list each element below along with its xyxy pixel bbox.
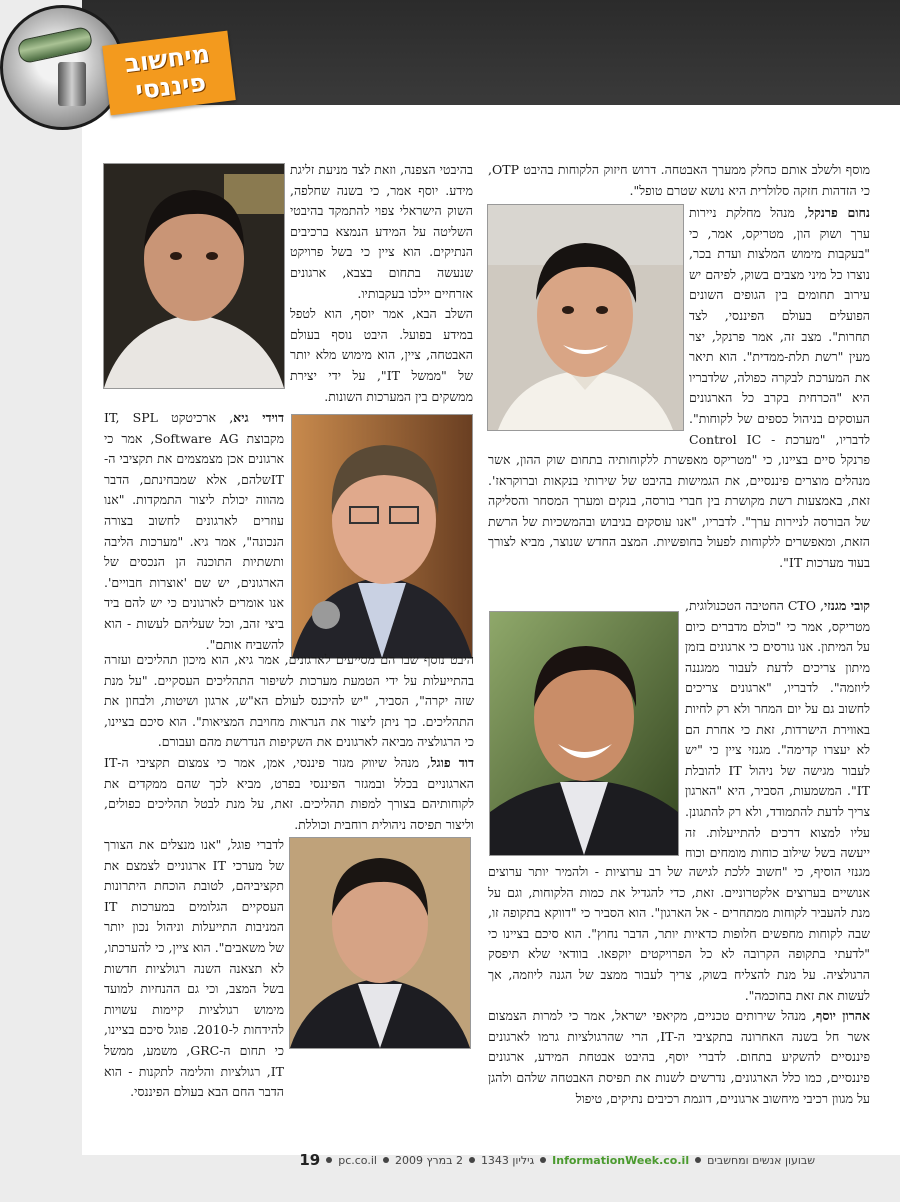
site-link[interactable]: pc.co.il [338,1153,377,1167]
photo-aharon-yosef [104,164,284,388]
paragraph: היבט נוסף שבו הם מסייעים לארגונים, אמר גיא, הוא מיכון תהליכים ועזרה בהתייעלות על ידי הטמעת מערכות לשיפור התהליכים העסקיים. "על מנת שזה יקרה", הסביר, "יש להיכנס לעולם הא"ש, ארגון ושיטות, ולבחון את התהליכים. כך ניתן ליצור את הנראות מחויבת המציאות". הוא סיכם בציינו, כי הרגולציה מביאה לארגונים את השקיפות הנדרשת מהם ועבורם. [104,652,474,750]
section-title-line1: מיחשוב [123,39,212,79]
publication-name: שבועון אנשים ומחשבים [707,1153,815,1167]
bullet-icon [326,1157,332,1163]
article-column-right-wrap [689,203,870,451]
bullet-icon [383,1157,389,1163]
bullet-icon [469,1157,475,1163]
paragraph: מגנזי הוסיף, כי "חשוב ללכת לגישה של רב ערוציות - ולהמיר יותר ערוצים אנושיים בערוצים אלקטרוניים. זאת, כדי להגדיל את כמות הלקוחות, וגם על מנת להעביר לקוחות ממתחרים - אל הארגון". הוא הסביר כי "דווקא בתקופה זו, שבה לקוחות מחפשים חלופות כדאיות יותר, הדבר נחוץ". הוא סיכם בציינו כי "לדעתי בתקופה הקרובה לא כל הפרויקטים יוקפאו. בוודאי שלא תיפסק הרגולציה. על מנת להצליח בשוק, צריך לעבור ממצב של הגנה ליוזמה, אך לעשות את זאת בחוכמה". [488,864,870,1003]
bullet-icon [540,1157,546,1163]
issue-number: גיליון 1343 [480,1153,535,1167]
section-title-line2: פיננסי [133,67,208,106]
page-footer [55,1150,815,1170]
paragraph: לדברי פוגל, "אנו מנצלים את הצורך של מערכי IT ארגוניים לצמצם את תקציביהם, לטובת הוכחת היתרונות העסקיים הגלומים במערכות IT המניבות התייעלות וניהול נכון יותר של משאבים". הוא ציין, כי להערכתו, לא תצאנה השנה רגולציות חדשות בשל המצב, וכי גם ההנחיות למועד מימוש רגולציות קיימות עשויות להידחות ל-2010. פוגל סיכם בציינו, כי תחום ה-GRC, משמע, ממשל IT, רגולציות והלימה לתקנות - הוא הדבר החם הבא בעולם הפיננסי. [104,837,284,1100]
photo-david-fogel [290,838,470,1048]
article-column-left-bottom [104,835,284,1145]
article-column-left-wrap [104,408,284,656]
article-column-right-full [488,450,870,596]
speaker-name: דוידי גיא [233,410,284,425]
speaker-name: נחום פרנקל [808,205,870,220]
paragraph: , CTO החטיבה הטכנולוגית, מטריקס, אמר כי "כולם מדברים כיום על המיתון. אנו גורסים כי ארגונים בזמן מיתון צריכים לדעת לעבור ממגננה ליוזמה". לדבריו, "ארגונים צריכים לחשוב גם על יום המחר ולא רק לחיות באווירת הישרדות, זאת כי אחרת הם לא יעצרו קדימה". מגנזי ציין כי "יש לעבור מגישה של ניהול IT להובלת IT". המשמעות, הסביר, היא "הארגון צריך לדעת להתמודד, ולא רק להתגונן. עליו למצוא דרכים להתייעלות. זה ייעשה בשל שילוב כוחות מומחים וכוח [685,598,870,860]
left-margin [0,0,82,1202]
paragraph: , ארכיטקט IT, SPL מקבוצת Software AG, אמר כי ארגונים אכן מצמצמים את תקציבי ה-ITשלהם, אלא שמבחינתם, הדבר מהווה יכולת ליצור התמקדות. "אנו עוזרים לארגונים לחשוב בצורה הנכונה", אמר גיא. "מערכות הליבה ותשתיות התוכנה הן הנכסים של הארגונים, יש שם 'אוצרות חבויים'. אנו אומרים לארגונים כי יש להם ביד ביצי זהב, וכל שעליהם לעשות - הוא להשביח אותם". [104,410,284,652]
article-column-left-top [290,160,473,408]
photo-nachum-frankel [488,205,683,430]
paragraph: , מנהל מחלקת ניירות ערך ושוק הון, מטריקס, אמר, כי "בעקבות מימוש המלצות ועדת בכר, נוצרו כל מיני מצבים בשוק, לפיהם יש עירוב תחומים בין הגופים השונים הפועלים בעולם הפיננסי, לצד תחרות". מצב זה, אמר פרנקל, יצר מעין "רשת תלת-ממדית". הוא תיאר את המערכת לבקרה כפולה, שלדבריו היא "הכרחית בקרב כל הארגונים העוסקים בניהול כספים של לקוחות". לדבריו, "מערכת Control IC - [689,205,870,447]
page-number: 19 [299,1151,321,1169]
article-column-right-bottom [488,862,870,1142]
web-link[interactable]: InformationWeek.co.il [552,1153,690,1167]
photo-guy-davidi [292,415,472,658]
bullet-icon [695,1157,701,1163]
speaker-name: אהרון יוסף [815,1008,870,1024]
photo-kobi-magnazi [490,612,678,855]
section-title [102,31,236,116]
article-column-right [488,160,870,202]
paragraph: מוסף ולשלב אותם כחלק ממערך האבטחה. דרוש חיזוק הלקוחות בהיבט OTP, כי הזדהות חזקה סלולרית היא נושא שטרם טופל". [488,162,870,198]
article-column-left-full [104,650,474,835]
paragraph: , מנהל שיווק מגזר פיננסי, אמן, אמר כי צמצום תקציבי ה-IT הארגוניים בכלל ובמגזר הפיננסי בפרט, מביא לכך שהם ממקדים את לקוחותיהם בצורך למפות תהליכים. זאת, על מנת לבטל תהליכים כפולים, וליצור תפיסה ניהולית רוחבית וכוללת. [104,754,474,832]
money-clip-image [58,62,86,106]
issue-date: 2 במרץ 2009 [394,1153,463,1167]
article-column-right-wrap2 [685,596,870,860]
speaker-name: דוד פוגל [430,754,474,770]
paragraph: , מנהל שירותים טכניים, מקיאפי ישראל, אמר כי למרות הצמצום אשר חל בשנה האחרונה בתקציבי ה-IT, הרי שהרגולציות גרמו לארגונים פיננסיים להשקיע בתחום. לדברי יוסף, בהיבט אבטחת המידע, ארגונים פיננסיים, כמו כלל הארגונים, נדרשים לשנות את תפיסת האבטחה שלהם ולהגן על מגוון רכיבי מיחשוב ארגוניים, דוגמת רכיבים נתיקים, טיפול [488,1008,870,1106]
paragraph: פרנקל סיים בציינו, כי "מטריקס מאפשרת ללקוחותיה בתחום שוק ההון, אשר מנהלים מוצרים פיננסיים, את הגמישות בהיבט של שירותי בנקאות וברוקראז'. זאת, באמצעות רשת מקושרת בין חברי בורסה, בנקים ומערך המסחר והסליקה של הבורסה לניירות ערך". לדבריו, "אנו עוסקים בגיבוש ובהמשכיות של הרשת הזאת, ומאפשרים ללקוחות לפעול בחופשיות. המצב החדש שנוצר, מביא לצורך בעוד מערכות IT". [488,452,870,570]
paragraph: השלב הבא, אמר יוסף, הוא לטפל במידע בפועל. היבט נוסף בעולם האבטחה, ציין, הוא מימוש מלא יותר של "ממשל IT", על ידי יצירת ממשקים בין המערכות השונות. [290,306,473,404]
paragraph: בהיבטי הצפנה, וזאת לצד מניעת זליגת מידע. יוסף אמר, כי בשנה שחלפה, השוק הישראלי צפוי להתמקד בהיבטי השליטה על המידע הנמצא ברכיבים הנתיקים. הוא ציין כי בשל פרויקט שנעשה בתחום בצבא, ארגונים אזרחיים יילכו בעקבותיו. [290,162,473,301]
speaker-name: קובי מגנזי [824,598,870,613]
